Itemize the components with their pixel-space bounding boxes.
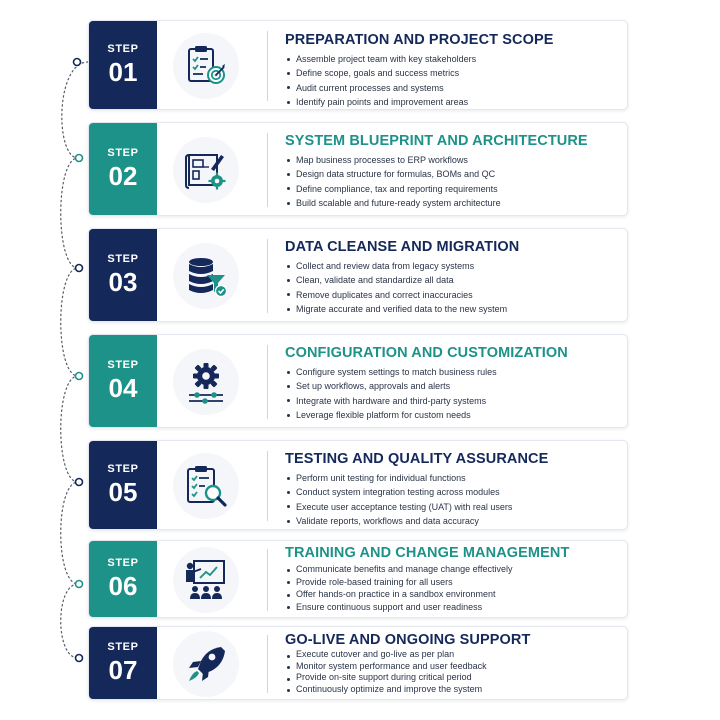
step-card-01: [88, 20, 628, 110]
bullet-item: Conduct system integration testing across modules: [285, 485, 619, 499]
checklist-magnifier-icon: [173, 453, 239, 519]
step-number: 03: [108, 267, 138, 297]
connector-dot: [76, 265, 83, 272]
bullet-item: Remove duplicates and correct inaccuracies: [285, 288, 619, 302]
divider: [267, 345, 268, 419]
bullet-list: [285, 259, 619, 317]
step-label: STEP: [107, 253, 139, 265]
clipboard-target-icon: [173, 33, 239, 99]
bullet-item: Provide role-based training for all users: [285, 576, 619, 589]
divider: [267, 635, 268, 693]
bullet-item: Execute cutover and go-live as per plan: [285, 649, 619, 661]
bullet-item: Ensure continuous support and user readiness: [285, 601, 619, 614]
step-card-02: [88, 122, 628, 216]
step-badge: [89, 627, 157, 699]
presentation-audience-icon: [173, 547, 239, 613]
bullet-item: Communicate benefits and manage change effectively: [285, 563, 619, 576]
bullet-item: Offer hands-on practice in a sandbox environment: [285, 588, 619, 601]
bullet-item: Continuously optimize and improve the system: [285, 684, 619, 696]
bullet-item: Provide on-site support during critical period: [285, 672, 619, 684]
step-badge: [89, 229, 157, 321]
bullet-item: Monitor system performance and user feedback: [285, 661, 619, 673]
connector-dot: [74, 59, 81, 66]
bullet-item: Leverage flexible platform for custom needs: [285, 408, 619, 422]
bullet-list: [285, 563, 619, 613]
step-number: 07: [108, 655, 138, 685]
step-badge: [89, 335, 157, 427]
divider: [267, 31, 268, 101]
bullet-item: Execute user acceptance testing (UAT) with real users: [285, 500, 619, 514]
step-title: PREPARATION AND PROJECT SCOPE: [285, 32, 554, 48]
gear-sliders-icon: [173, 349, 239, 415]
divider: [267, 549, 268, 611]
step-label: STEP: [107, 463, 139, 475]
bullet-item: Migrate accurate and verified data to the new system: [285, 302, 619, 316]
step-number: 04: [108, 373, 138, 403]
bullet-item: Audit current processes and systems: [285, 81, 619, 95]
step-card-05: [88, 440, 628, 530]
step-label: STEP: [107, 147, 139, 159]
step-badge: [89, 123, 157, 215]
divider: [267, 133, 268, 207]
bullet-item: Collect and review data from legacy systems: [285, 259, 619, 273]
bullet-item: Clean, validate and standardize all data: [285, 273, 619, 287]
bullet-list: [285, 365, 619, 423]
step-label: STEP: [107, 641, 139, 653]
step-title: SYSTEM BLUEPRINT AND ARCHITECTURE: [285, 133, 588, 149]
step-card-03: [88, 228, 628, 322]
database-filter-icon: [173, 243, 239, 309]
step-label: STEP: [107, 359, 139, 371]
bullet-item: Design data structure for formulas, BOMs and QC: [285, 167, 619, 181]
step-number: 05: [108, 477, 138, 507]
step-card-06: [88, 540, 628, 618]
divider: [267, 239, 268, 313]
connector-dot: [76, 479, 83, 486]
bullet-list: [285, 153, 619, 211]
step-number: 02: [108, 161, 138, 191]
bullet-item: Define compliance, tax and reporting requirements: [285, 182, 619, 196]
bullet-list: [285, 471, 619, 529]
bullet-list: [285, 52, 619, 110]
rocket-icon: [173, 631, 239, 697]
step-label: STEP: [107, 557, 139, 569]
bullet-item: Build scalable and future-ready system architecture: [285, 196, 619, 210]
connector-dot: [76, 373, 83, 380]
connector-dot: [76, 655, 83, 662]
step-card-07: [88, 626, 628, 700]
bullet-item: Define scope, goals and success metrics: [285, 66, 619, 80]
step-badge: [89, 441, 157, 529]
bullet-item: Map business processes to ERP workflows: [285, 153, 619, 167]
blueprint-gear-icon: [173, 137, 239, 203]
bullet-item: Perform unit testing for individual functions: [285, 471, 619, 485]
bullet-item: Validate reports, workflows and data accuracy: [285, 514, 619, 528]
connector-dot: [76, 155, 83, 162]
step-card-04: [88, 334, 628, 428]
bullet-item: Set up workflows, approvals and alerts: [285, 379, 619, 393]
bullet-item: Assemble project team with key stakeholders: [285, 52, 619, 66]
bullet-list: [285, 649, 619, 695]
step-title: CONFIGURATION AND CUSTOMIZATION: [285, 345, 568, 361]
connector-dot: [76, 581, 83, 588]
divider: [267, 451, 268, 521]
step-number: 01: [108, 57, 138, 87]
bullet-item: Identify pain points and improvement areas: [285, 95, 619, 109]
bullet-item: Integrate with hardware and third-party systems: [285, 394, 619, 408]
bullet-item: Configure system settings to match business rules: [285, 365, 619, 379]
step-title: TESTING AND QUALITY ASSURANCE: [285, 451, 549, 467]
step-number: 06: [108, 571, 138, 601]
step-label: STEP: [107, 43, 139, 55]
step-badge: [89, 541, 157, 617]
step-title: TRAINING AND CHANGE MANAGEMENT: [285, 545, 570, 561]
step-title: GO-LIVE AND ONGOING SUPPORT: [285, 632, 531, 648]
step-badge: [89, 21, 157, 109]
step-title: DATA CLEANSE AND MIGRATION: [285, 239, 520, 255]
